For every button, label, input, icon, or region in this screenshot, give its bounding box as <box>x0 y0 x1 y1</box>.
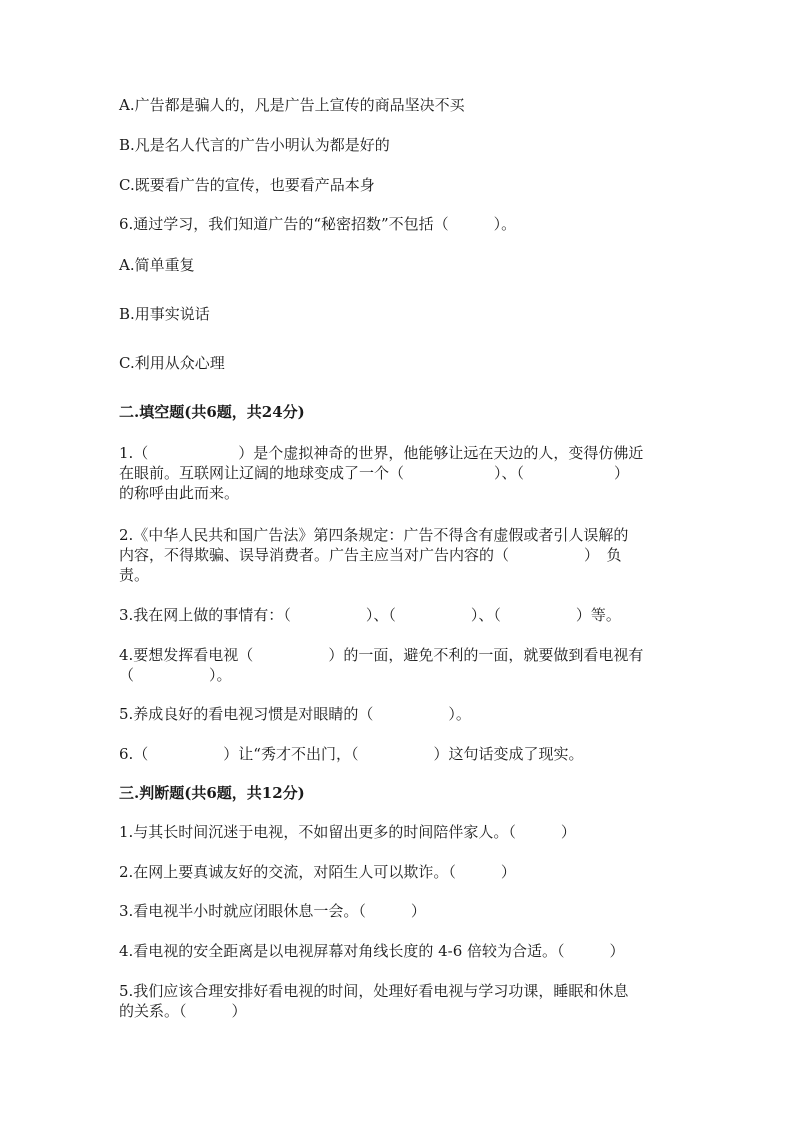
judge-q2: 2.在网上要真诚友好的交流，对陌生人可以欺诈。（ ） <box>119 863 516 881</box>
fill-q1-line2: 在眼前。互联网让辽阔的地球变成了一个（ ）、（ ） <box>119 464 630 482</box>
fill-q2-line2: 内容，不得欺骗、误导消费者。广告主应当对广告内容的（ ） 负 <box>119 546 622 564</box>
q5-option-a: A.广告都是骗人的，凡是广告上宣传的商品坚决不买 <box>119 96 465 114</box>
fill-q1-line1: 1.（ ）是个虚拟神奇的世界，他能够让远在天边的人，变得仿佛近 <box>119 444 644 462</box>
judge-q5-line1: 5.我们应该合理安排好看电视的时间，处理好看电视与学习功课，睡眠和休息 <box>119 982 629 1000</box>
fill-q1-line3: 的称呼由此而来。 <box>119 484 240 502</box>
fill-in-heading: 二.填空题(共6题，共24分) <box>119 403 305 421</box>
fill-q5: 5.养成良好的看电视习惯是对眼睛的（ ）。 <box>119 705 471 723</box>
judge-q1: 1.与其长时间沉迷于电视，不如留出更多的时间陪伴家人。（ ） <box>119 823 576 841</box>
q6-option-b: B.用事实说话 <box>119 305 210 323</box>
q5-option-c: C.既要看广告的宣传，也要看产品本身 <box>119 176 375 194</box>
fill-q6: 6.（ ）让“秀才不出门，（ ）这句话变成了现实。 <box>119 745 584 763</box>
judgment-heading: 三.判断题(共6题，共12分) <box>119 784 305 802</box>
judge-q3: 3.看电视半小时就应闭眼休息一会。（ ） <box>119 902 426 920</box>
judge-q4: 4.看电视的安全距离是以电视屏幕对角线长度的 4-6 倍较为合适。（ ） <box>119 942 625 960</box>
judge-q5-line2: 的关系。（ ） <box>119 1002 247 1020</box>
q6-option-c: C.利用从众心理 <box>119 354 225 372</box>
q5-option-b: B.凡是名人代言的广告小明认为都是好的 <box>119 136 390 154</box>
fill-q2-line1: 2.《中华人民共和国广告法》第四条规定：广告不得含有虚假或者引人误解的 <box>119 526 629 544</box>
fill-q4-line2: （ ）。 <box>119 666 232 684</box>
fill-q2-line3: 责。 <box>119 566 150 584</box>
q6-option-a: A.简单重复 <box>119 256 195 274</box>
fill-q4-line1: 4.要想发挥看电视（ ）的一面，避免不利的一面，就要做到看电视有 <box>119 646 644 664</box>
q6-stem: 6.通过学习，我们知道广告的“秘密招数”不包括（ ）。 <box>119 215 517 233</box>
fill-q3: 3.我在网上做的事情有：（ ）、（ ）、（ ）等。 <box>119 606 621 624</box>
